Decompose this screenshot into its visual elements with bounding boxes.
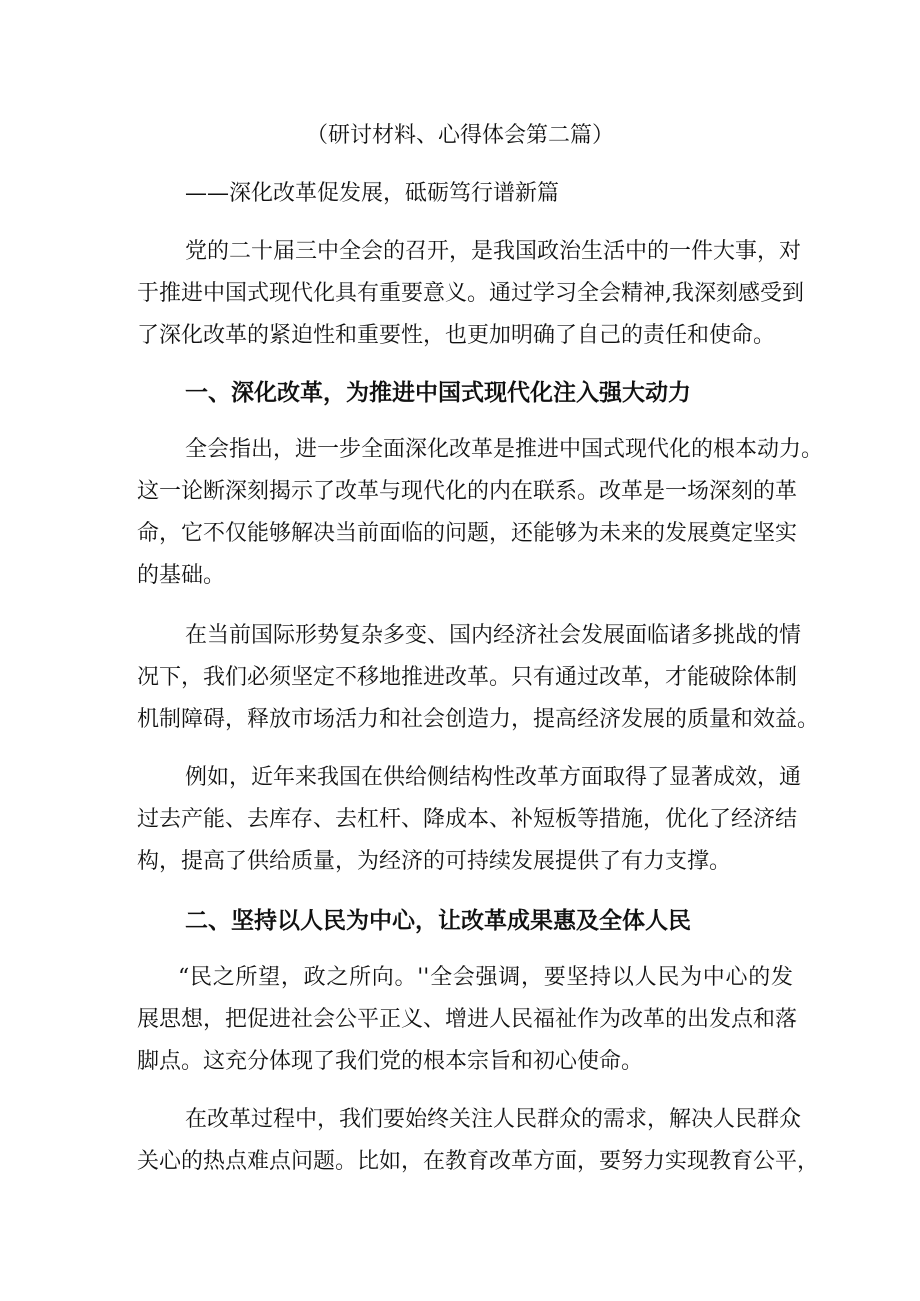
document-title: （研讨材料、心得体会第二篇） (305, 123, 614, 148)
intro-line: 于推进中国式现代化具有重要意义。通过学习全会精神,我深刻感受到 (137, 281, 804, 306)
paragraph-line: 况下，我们必须坚定不移地推进改革。只有通过改革，才能破除体制 (137, 665, 798, 690)
paragraph-line: 过去产能、去库存、去杠杆、降成本、补短板等措施，优化了经济结 (137, 807, 798, 832)
paragraph-line: 机制障碍，释放市场活力和社会创造力，提高经济发展的质量和效益。 (137, 707, 820, 732)
paragraph-line: 在改革过程中，我们要始终关注人民群众的需求，解决人民群众 (185, 1107, 802, 1132)
paragraph-line: 例如，近年来我国在供给侧结构性改革方面取得了显著成效，通 (185, 765, 802, 790)
document-subtitle: ——深化改革促发展，砥砺笃行谱新篇 (185, 181, 560, 206)
paragraph-line: “民之所望，政之所向。''全会强调，要坚持以人民为中心的发 (178, 965, 793, 990)
paragraph-line: 脚点。这充分体现了我们党的根本宗旨和初心使命。 (137, 1049, 644, 1074)
paragraph-line: 的基础。 (137, 563, 226, 588)
intro-line: 党的二十届三中全会的召开，是我国政治生活中的一件大事，对 (185, 239, 802, 264)
paragraph-line: 在当前国际形势复杂多变、国内经济社会发展面临诸多挑战的情 (185, 623, 802, 648)
section-heading: 一、深化改革，为推进中国式现代化注入强大动力 (185, 380, 691, 406)
intro-line: 了深化改革的紧迫性和重要性，也更加明确了自己的责任和使命。 (137, 323, 776, 348)
paragraph-line: 全会指出，进一步全面深化改革是推进中国式现代化的根本动力。 (185, 437, 824, 462)
paragraph-line: 命，它不仅能够解决当前面临的问题，还能够为未来的发展奠定坚实 (137, 521, 798, 546)
section-heading: 二、坚持以人民为中心，让改革成果惠及全体人民 (185, 908, 691, 934)
paragraph-line: 关心的热点难点问题。比如，在教育改革方面，要努力实现教育公平， (137, 1149, 820, 1174)
paragraph-line: 构，提高了供给质量，为经济的可持续发展提供了有力支撑。 (137, 849, 732, 874)
paragraph-line: 展思想，把促进社会公平正义、增进人民福祉作为改革的出发点和落 (137, 1007, 798, 1032)
paragraph-line: 这一论断深刻揭示了改革与现代化的内在联系。改革是一场深刻的革 (137, 479, 798, 504)
